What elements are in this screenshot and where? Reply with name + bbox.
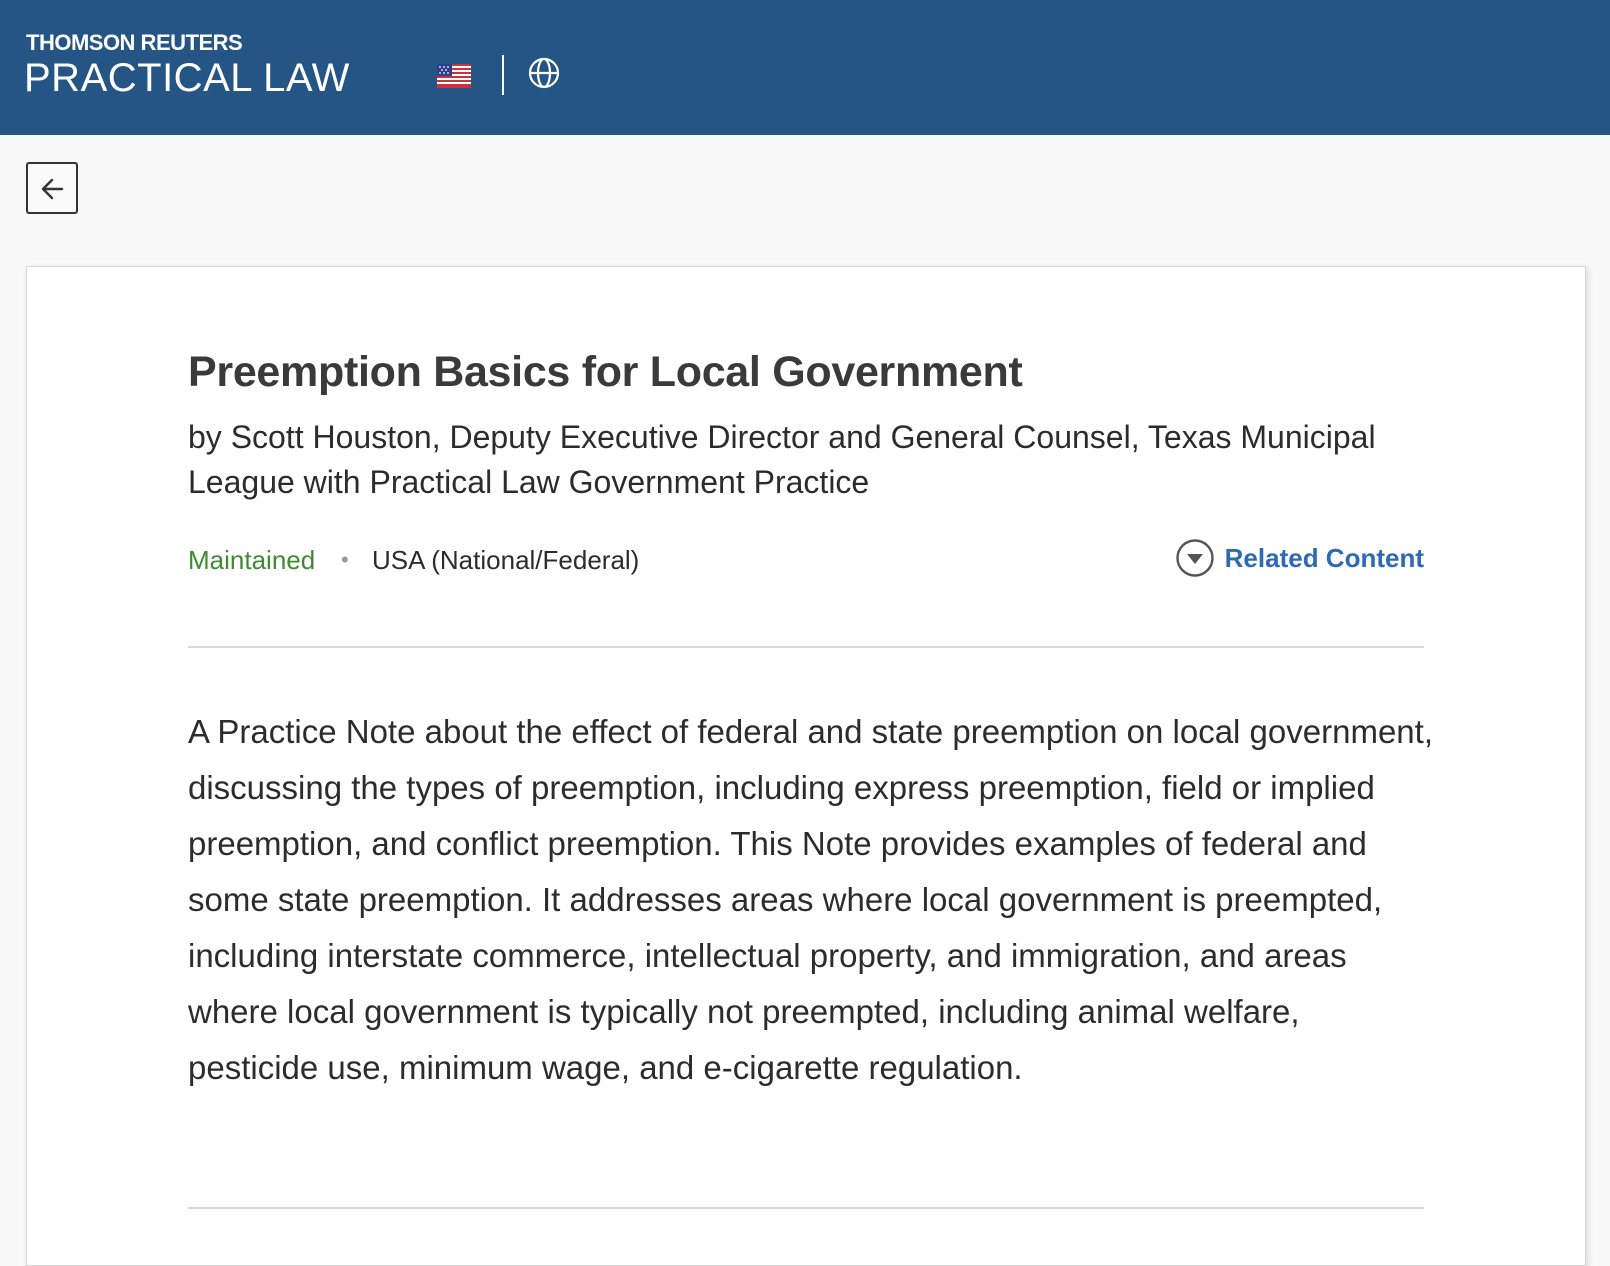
jurisdiction-label: USA (National/Federal) [372, 545, 640, 575]
header-divider [502, 55, 504, 95]
globe-icon[interactable] [527, 56, 561, 90]
meta-separator: • [341, 547, 349, 572]
related-content-button[interactable] [1175, 536, 1424, 580]
section-divider-top [188, 646, 1424, 648]
document-byline: by Scott Houston, Deputy Executive Director and General Counsel, Texas Municipal League with Practical Law Government Practice [188, 419, 1376, 500]
brand-company-name[interactable]: THOMSON REUTERS [26, 30, 243, 55]
back-button[interactable] [26, 162, 78, 214]
us-flag-icon[interactable] [437, 64, 471, 88]
related-content-label: Related Content [1224, 543, 1424, 573]
section-divider-bottom [188, 1207, 1424, 1209]
arrow-left-icon [40, 176, 66, 202]
document-meta-row [188, 544, 1424, 576]
document-title: Preemption Basics for Local Government [188, 348, 1023, 396]
brand-product-name[interactable]: PRACTICAL LAW [24, 56, 350, 100]
status-badge: Maintained [188, 545, 316, 575]
document-abstract: A Practice Note about the effect of federal and state preemption on local government, discussing the types of preemption, including express preemption, field or implied preemption, and conflict preemption. This Note provides examples of federal and some state preemption. It addresses areas where local government is preempted, including interstate commerce, intellectual property, and immigration, and areas where local government is typically not preempted, including animal welfare, pesticide use, minimum wage, and e-cigarette regulation. [188, 713, 1433, 1086]
top-header [0, 0, 1610, 135]
chevron-down-circle-icon [1175, 538, 1215, 578]
